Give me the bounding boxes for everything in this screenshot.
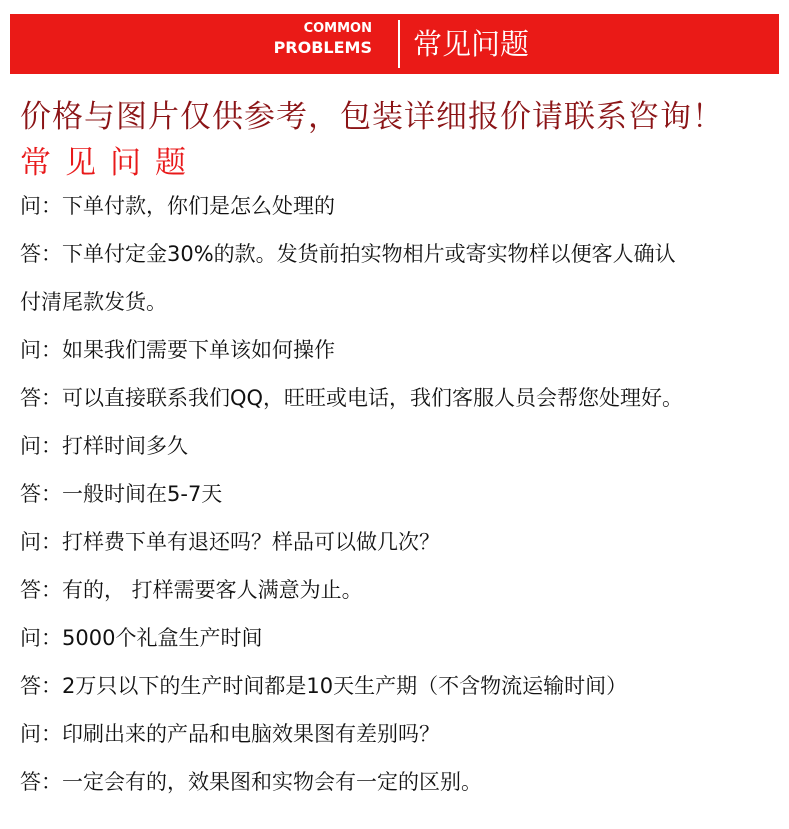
faq-list — [20, 192, 780, 816]
faq-line: 问：如果我们需要下单该如何操作 — [20, 338, 335, 362]
faq-line: 问：5000个礼盒生产时间 — [20, 626, 263, 650]
header-banner — [10, 14, 779, 74]
faq-line: 问：印刷出来的产品和电脑效果图有差别吗？ — [20, 722, 440, 746]
faq-line: 答：下单付定金30%的款。发货前拍实物相片或寄实物样以便客人确认 — [20, 242, 676, 266]
banner-common-text: COMMON — [303, 21, 372, 36]
faq-line: 答：一定会有的，效果图和实物会有一定的区别。 — [20, 770, 482, 794]
faq-line: 答：有的， 打样需要客人满意为止。 — [20, 578, 363, 602]
faq-line: 问：打样费下单有退还吗？样品可以做几次？ — [20, 530, 440, 554]
price-notice: 价格与图片仅供参考，包装详细报价请联系咨询！ — [20, 99, 724, 135]
banner-divider — [398, 20, 400, 68]
banner-english-label — [274, 22, 372, 56]
faq-line: 答：一般时间在5-7天 — [20, 482, 223, 506]
banner-problems-text: PROBLEMS — [273, 38, 372, 57]
faq-line: 问：打样时间多久 — [20, 434, 188, 458]
faq-heading: 常见问题 — [20, 145, 200, 181]
banner-title: 常见问题 — [413, 27, 530, 61]
faq-line: 问：下单付款，你们是怎么处理的 — [20, 194, 335, 218]
faq-line: 答：2万只以下的生产时间都是10天生产期（不含物流运输时间） — [20, 674, 628, 698]
faq-line: 答：可以直接联系我们QQ，旺旺或电话，我们客服人员会帮您处理好。 — [20, 386, 684, 410]
faq-line: 付清尾款发货。 — [20, 290, 167, 314]
